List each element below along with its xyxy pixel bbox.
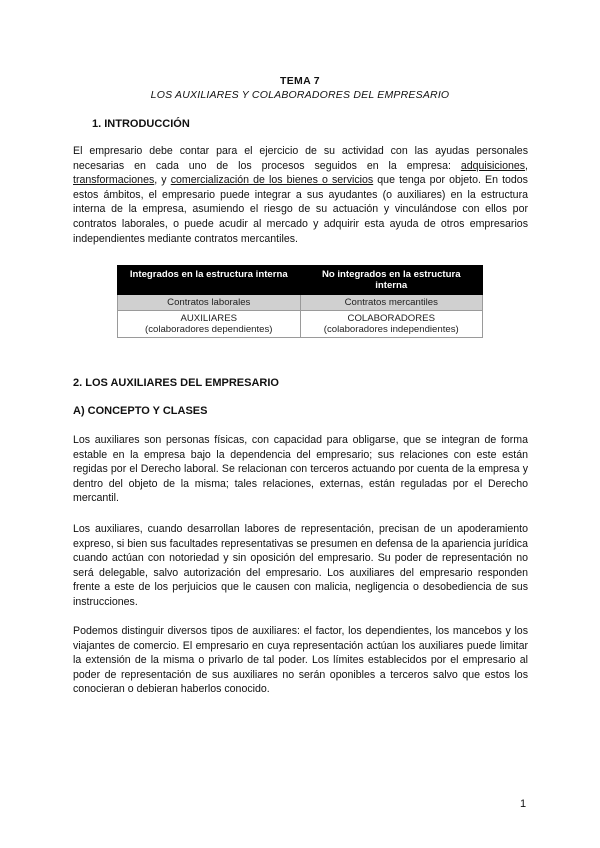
table-cell-auxiliares bbox=[118, 311, 301, 338]
document-subtitle: LOS AUXILIARES Y COLABORADORES DEL EMPRESARIO bbox=[150, 89, 450, 101]
classification-table bbox=[117, 265, 483, 338]
table-cell-contratos-laborales: Contratos laborales bbox=[118, 295, 301, 311]
link-comercializacion[interactable]: comercialización de los bienes o servicios bbox=[170, 174, 374, 187]
section-heading-auxiliares: 2. LOS AUXILIARES DEL EMPRESARIO bbox=[73, 377, 279, 389]
body-paragraph: Los auxiliares son personas físicas, con capacidad para obligarse, que se integran de forma estable en la empresa bajo la dependencia del empresario; sus relaciones con este están regidas por el Derecho laboral. Se relacionan con terceros actuando por cuenta de la empresa y dentro del objeto de la misma; tales relaciones, externas, están reguladas por el Derecho mercantil. bbox=[73, 434, 528, 505]
table-cell-contratos-mercantiles: Contratos mercantiles bbox=[300, 295, 483, 311]
body-paragraph: Los auxiliares, cuando desarrollan labores de representación, precisan de un apoderamiento expreso, si bien sus facultades representativas se presumen en defensa de la apariencia jurídica cuando actúan con notoriedad y sin oposición del empresario. Su poder de representación no será delegable, salvo autorización del empresario. Los auxiliares del empresario responden frente a este de los perjuicios que le causen con malicia, negligencia o desobediencia de sus instrucciones. bbox=[73, 523, 528, 608]
body-paragraph: Podemos distinguir diversos tipos de auxiliares: el factor, los dependientes, los mancebos y los viajantes de comercio. El empresario en cuya representación actúan los auxiliares puede limitar la extensión de la misma o privarlo de tal poder. Los límites establecidos por el empresario al poder de representación de sus auxiliares no serán oponibles a terceros salvo que estos los conocieran o debieran haberlos conocido. bbox=[73, 625, 528, 696]
table-header-row bbox=[118, 266, 483, 295]
table-row bbox=[118, 311, 483, 338]
table-cell-colaboradores bbox=[300, 311, 483, 338]
intro-text-part: El empresario debe contar para el ejercicio de su actividad con las ayudas personales necesarias en cada uno de los procesos seguidos en la empresa: bbox=[73, 145, 528, 172]
intro-text-part: que tenga por objeto. En todos estos ámbitos, el empresario puede integrar a sus ayudantes (o auxiliares) en la estructura interna de la empresa, asumiendo el riesgo de su actuación y vinculándose con ellos por contratos laborales, o puede acudir al mercado y adquirir esta ayuda de otros empresarios independientes mediante contratos mercantiles. bbox=[73, 174, 528, 245]
cell-line: (colaboradores independientes) bbox=[323, 324, 459, 335]
cell-line: (colaboradores dependientes) bbox=[145, 324, 273, 335]
section-heading-introduccion: 1. INTRODUCCIÓN bbox=[92, 118, 190, 130]
page-number: 1 bbox=[520, 798, 527, 810]
document-title: TEMA 7 bbox=[280, 75, 320, 87]
table-header-integrados: Integrados en la estructura interna bbox=[118, 266, 301, 295]
intro-paragraph bbox=[73, 144, 528, 246]
intro-text-part: , y bbox=[154, 174, 171, 187]
cell-line: AUXILIARES bbox=[180, 313, 238, 324]
cell-line: COLABORADORES bbox=[347, 313, 435, 324]
link-transformaciones[interactable]: transformaciones bbox=[73, 174, 155, 187]
table-row bbox=[118, 295, 483, 311]
link-adquisiciones[interactable]: adquisiciones bbox=[460, 159, 526, 172]
intro-text-part: , bbox=[525, 159, 528, 172]
table-header-no-integrados: No integrados en la estructura interna bbox=[300, 266, 483, 295]
subsection-heading-concepto: A) CONCEPTO Y CLASES bbox=[73, 405, 208, 417]
